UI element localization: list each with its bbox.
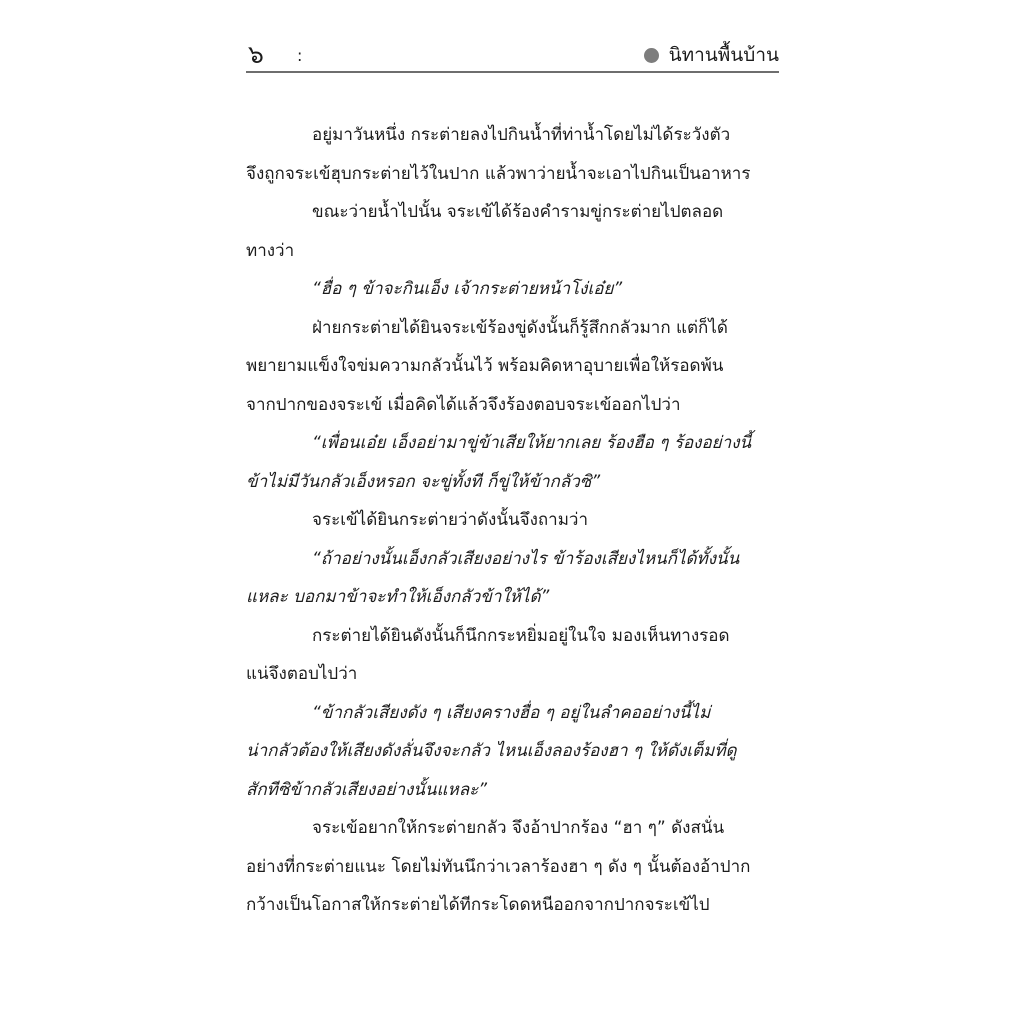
header-rule [246,71,779,73]
running-header [246,38,779,74]
header-separator: : [297,46,303,65]
dialogue-line: น่ากลัวต้องให้เสียงดังลั่นจึงจะกลัว ไหนเอ็งลองร้องฮา ๆ ให้ดังเต็มที่ดู [246,741,737,761]
text-line: กระต่ายได้ยินดังนั้นก็นึกกระหยิ่มอยู่ในใจ มองเห็นทางรอด [312,625,730,646]
text-line: จึงถูกจระเข้ฮุบกระต่ายไว้ในปาก แล้วพาว่ายน้ำจะเอาไปกินเป็นอาหาร [246,163,751,184]
text-line: ทางว่า [246,240,295,261]
circle-bullet-icon [644,48,659,63]
dialogue-line: “ข้ากลัวเสียงดัง ๆ เสียงครางฮื่อ ๆ อยู่ในลำคออย่างนี้ไม่ [312,702,711,723]
book-title: นิทานพื้นบ้าน [668,44,779,66]
text-line: ฝ่ายกระต่ายได้ยินจระเข้ร้องขู่ดังนั้นก็รู้สึกกลัวมาก แต่ก็ได้ [312,317,728,338]
book-title-group [644,42,779,68]
text-line: แน่จึงตอบไปว่า [246,664,358,684]
text-line: ขณะว่ายน้ำไปนั้น จระเข้ได้ร้องคำรามขู่กระต่ายไปตลอด [312,202,724,222]
text-line: กว้างเป็นโอกาสให้กระต่ายได้ทีกระโดดหนีออกจากปากจระเข้ไป [246,895,710,915]
text-line: อย่างที่กระต่ายแนะ โดยไม่ทันนึกว่าเวลาร้องฮา ๆ ดัง ๆ นั้นต้องอ้าปาก [246,856,751,877]
text-line: จระเข้ได้ยินกระต่ายว่าดังนั้นจึงถามว่า [312,510,589,530]
text-line: พยายามแข็งใจข่มความกลัวนั้นไว้ พร้อมคิดหาอุบายเพื่อให้รอดพ้น [246,356,724,376]
dialogue-line: “เพื่อนเอ๋ย เอ็งอย่ามาขู่ข้าเสียให้ยากเลย ร้องฮือ ๆ ร้องอย่างนี้ [312,433,752,453]
page-number: ๖ [248,40,264,69]
story-text [246,116,779,925]
text-line: จากปากของจระเข้ เมื่อคิดได้แล้วจึงร้องตอบจระเข้ออกไปว่า [246,394,681,415]
dialogue-line: สักทีซิข้ากลัวเสียงอย่างนั้นแหละ” [246,779,488,800]
dialogue-line: ข้าไม่มีวันกลัวเอ็งหรอก จะขู่ทั้งที ก็ขู่ให้ข้ากลัวซิ” [246,471,601,492]
text-line: อยู่มาวันหนึ่ง กระต่ายลงไปกินน้ำที่ท่าน้ำโดยไม่ได้ระวังตัว [312,125,731,145]
dialogue-line: แหละ บอกมาข้าจะทำให้เอ็งกลัวข้าให้ได้” [246,587,550,607]
dialogue-line: “ถ้าอย่างนั้นเอ็งกลัวเสียงอย่างไร ข้าร้องเสียงไหนก็ได้ทั้งนั้น [312,548,740,569]
text-line: จระเข้อยากให้กระต่ายกลัว จึงอ้าปากร้อง “ฮา ๆ” ดังสนั่น [312,818,725,838]
dialogue-line: “ฮื่อ ๆ ข้าจะกินเอ็ง เจ้ากระต่ายหน้าโง่เอ๋ย” [312,279,623,299]
